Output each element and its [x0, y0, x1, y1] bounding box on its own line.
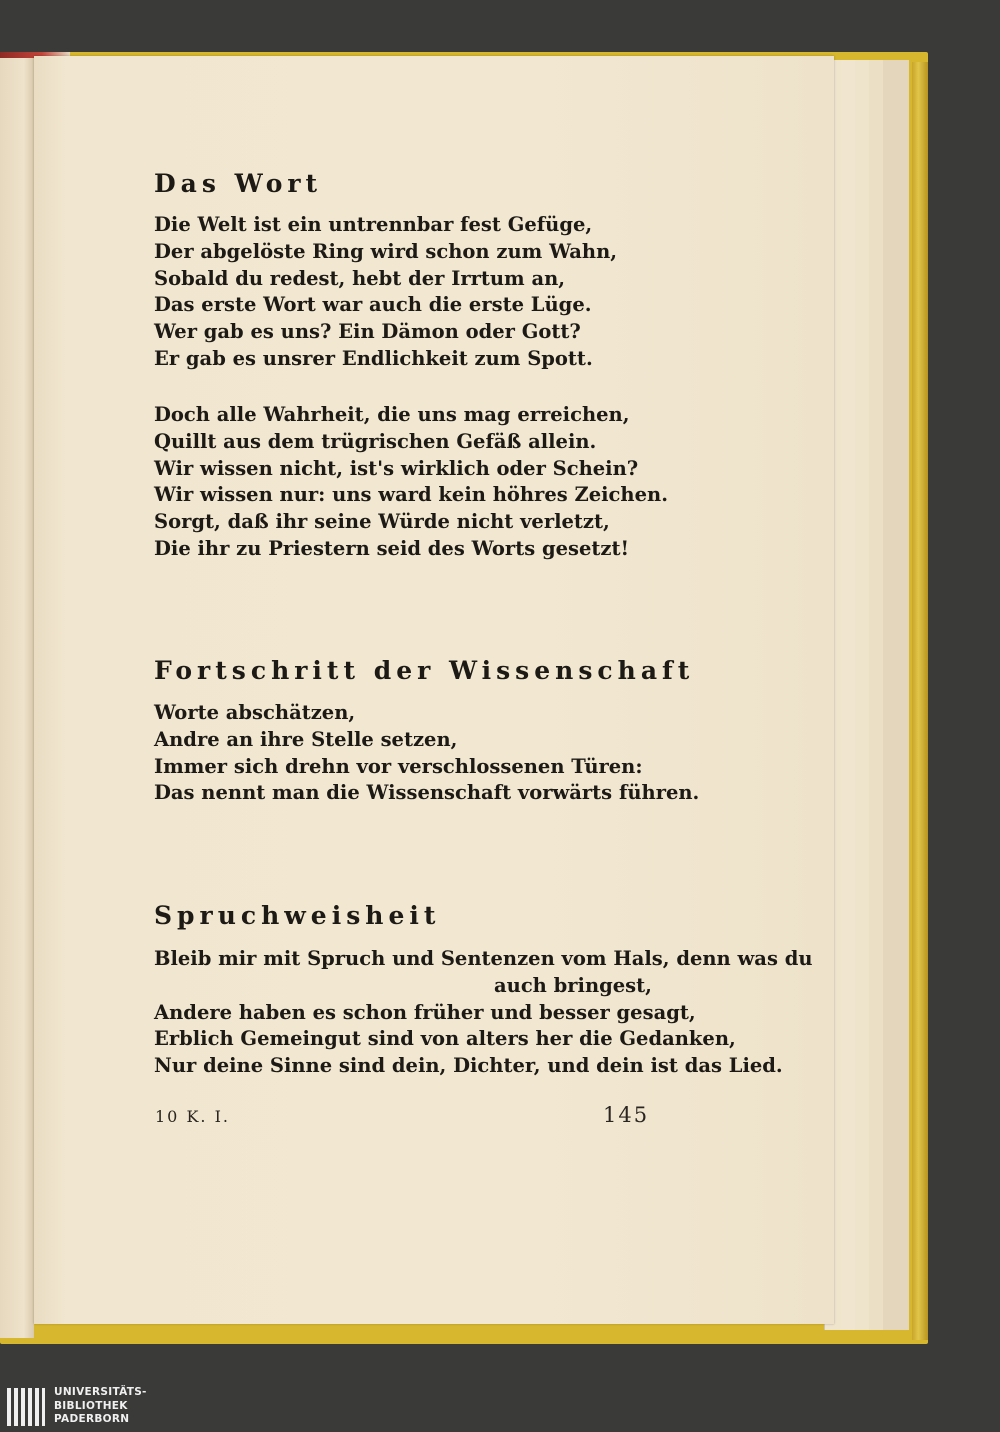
poem-stanza — [154, 700, 699, 807]
poem-line: Quillt aus dem trügrischen Gefäß allein. — [154, 429, 597, 453]
library-bar — [0, 1382, 1000, 1432]
poem-line: Das nennt man die Wissenschaft vorwärts führen. — [154, 781, 700, 805]
library-name-line: BIBLIOTHEK — [54, 1399, 128, 1412]
poem-line: Nur deine Sinne sind dein, Dichter, und dein ist das Lied. — [154, 1054, 783, 1078]
signature-mark: 10 K. I. — [155, 1107, 230, 1126]
poem-line: Immer sich drehn vor verschlossenen Türen: — [154, 754, 643, 778]
poem-line: Die Welt ist ein untrennbar fest Gefüge, — [154, 213, 593, 236]
library-name-line: PADERBORN — [54, 1413, 130, 1425]
poem-stanza — [154, 402, 668, 563]
poem-stanza — [154, 946, 813, 1080]
poem-line: Worte abschätzen, — [154, 701, 356, 724]
poem-line: Doch alle Wahrheit, die uns mag erreichen, — [154, 403, 630, 426]
poem-title: Fortschritt der Wissenschaft — [154, 656, 695, 685]
poem-line: Wir wissen nur: uns ward kein höhres Zeichen. — [154, 483, 668, 507]
poem-line: Er gab es unsrer Endlichkeit zum Spott. — [154, 346, 593, 370]
book-cover-edge — [912, 62, 928, 1340]
library-name — [54, 1386, 147, 1427]
left-page — [0, 58, 34, 1338]
poem-line: Bleib mir mit Spruch und Sentenzen vom Hals, denn was du — [154, 947, 813, 970]
poem-line: Wir wissen nicht, ist's wirklich oder Schein? — [154, 456, 639, 480]
library-logo-icon — [4, 1386, 48, 1428]
poem-line: Wer gab es uns? Ein Dämon oder Gott? — [154, 320, 581, 344]
poem-line: Sorgt, daß ihr seine Würde nicht verletzt, — [154, 510, 610, 534]
poem-line: Der abgelöste Ring wird schon zum Wahn, — [154, 239, 618, 263]
poem-line: auch bringest, — [494, 973, 652, 997]
poem-title: Das Wort — [154, 169, 323, 198]
poem-line: Sobald du redest, hebt der Irrtum an, — [154, 266, 566, 290]
poem-line: Das erste Wort war auch die erste Lüge. — [154, 293, 592, 317]
poem-title: Spruchweisheit — [154, 901, 441, 930]
book-page — [34, 56, 834, 1324]
page-number: 145 — [603, 1103, 650, 1127]
poem-line: Andre an ihre Stelle setzen, — [154, 727, 458, 751]
page-stack-edge — [880, 60, 909, 1330]
poem-line: Andere haben es schon früher und besser gesagt, — [154, 1000, 696, 1024]
poem-line: Erblich Gemeingut sind von alters her die Gedanken, — [154, 1027, 736, 1051]
poem-line: Die ihr zu Priestern seid des Worts gesetzt! — [154, 536, 630, 560]
poem-stanza — [154, 212, 617, 373]
library-name-line: UNIVERSITÄTS- — [54, 1386, 147, 1398]
